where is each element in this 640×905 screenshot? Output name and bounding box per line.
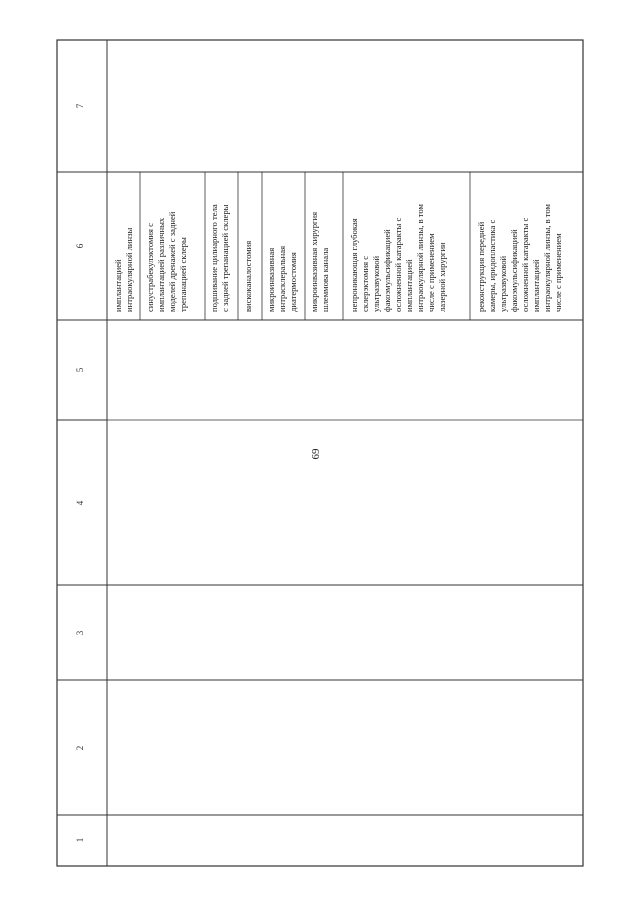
header-col-3: 3 xyxy=(75,630,85,636)
procedure-entry: микроинвазивная интрасклеральная диатермостомия xyxy=(266,245,298,312)
procedure-entry: непроникающая глубокая склерэктомия с ультразвуковой факоэмульсификацией осложненной катаракты с имплантацией интраокулярной линзы, в том числе с применением лазерной хирургии xyxy=(349,204,447,312)
procedure-entry: подшивание цилиарного тела с задней трепанацией склеры xyxy=(209,204,230,312)
procedure-entry: имплантацией интраокулярной линзы xyxy=(113,227,134,312)
header-col-5: 5 xyxy=(75,367,85,373)
procedure-entry: синустрабекулэктомия с имплантацией различных моделей дренажей с задней трепанацией склеры xyxy=(145,211,188,312)
procedure-entry: реконструкция передней камеры, иридопластика с ультразвуковой факоэмульсификацией осложненной катаракты с имплантацией интраокулярной линзы, в том числе с применением xyxy=(476,204,563,312)
table-border xyxy=(57,40,583,866)
procedure-entry: вискоканалостомия xyxy=(243,240,253,312)
procedure-entry: микроинвазивная хирургия шлеммова канала xyxy=(309,211,330,312)
page-number: 69 xyxy=(310,448,322,460)
header-col-4: 4 xyxy=(75,500,85,506)
header-col-6: 6 xyxy=(75,243,85,249)
header-col-7: 7 xyxy=(75,103,85,109)
header-col-1: 1 xyxy=(75,837,85,843)
header-col-2: 2 xyxy=(75,745,85,751)
